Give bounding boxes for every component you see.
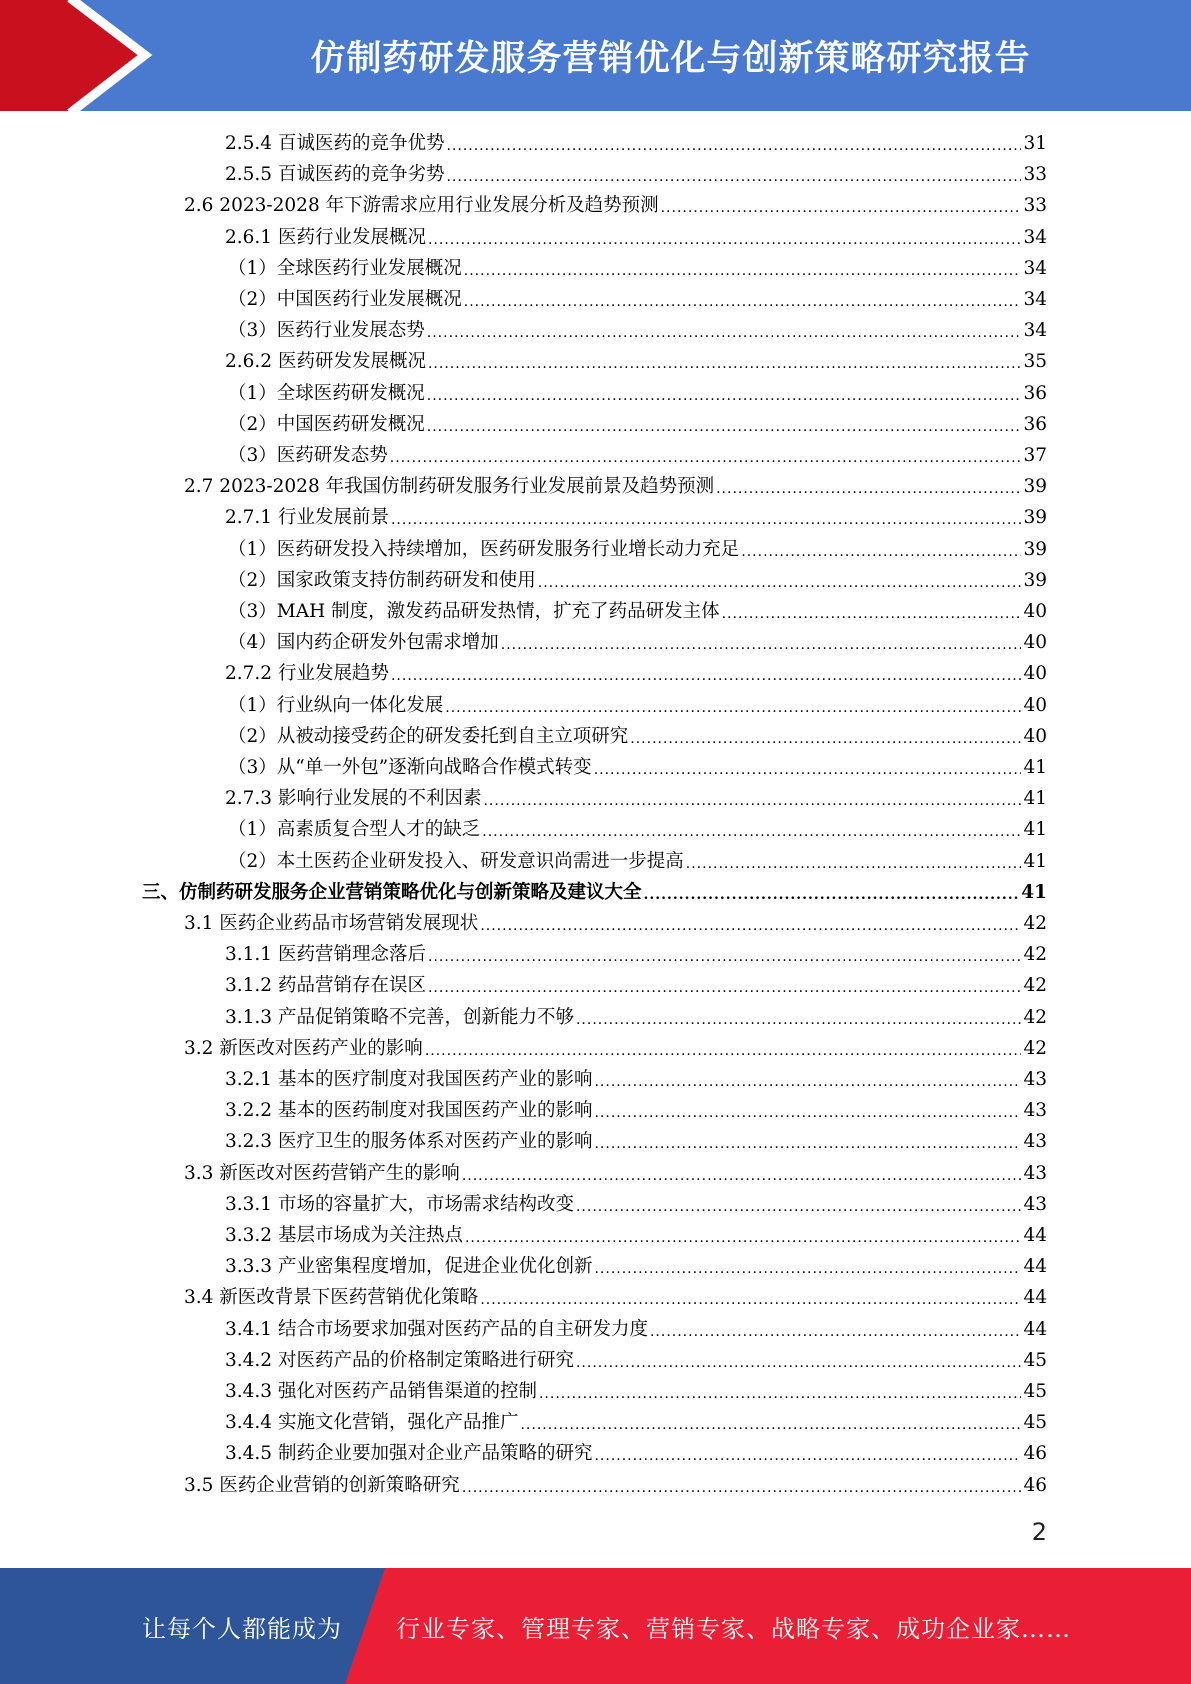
toc-entry-page: 41: [1023, 819, 1047, 841]
toc-entry-page: 34: [1023, 289, 1047, 310]
toc-entry[interactable]: [225, 1345, 1047, 1376]
toc-entry[interactable]: [225, 346, 1047, 377]
toc-dot-leader: [576, 1348, 1021, 1379]
page-header: [0, 0, 1191, 111]
toc-entry[interactable]: [142, 877, 1047, 908]
toc-dot-leader: [722, 599, 1022, 630]
toc-dot-leader: [391, 505, 1021, 536]
toc-entry-page: 42: [1023, 944, 1047, 966]
toc-entry-title: （2）中国医药研发概况: [228, 413, 425, 435]
toc-entry-title: （1）全球医药行业发展概况: [228, 257, 462, 279]
toc-entry-title: （3）医药行业发展态势: [228, 320, 425, 342]
toc-entry[interactable]: [184, 1158, 1047, 1189]
toc-entry[interactable]: [225, 1095, 1047, 1126]
toc-entry-title: （2）国家政策支持仿制药研发和使用: [228, 569, 536, 591]
toc-entry-title: 3.4.3 强化对医药产品销售渠道的控制: [225, 1381, 537, 1402]
toc-dot-leader: [630, 724, 1021, 755]
toc-entry-title: 3.3 新医改对医药营销产生的影响: [184, 1162, 460, 1184]
toc-entry[interactable]: [225, 970, 1047, 1001]
toc-dot-leader: [480, 911, 1021, 942]
toc-entry-page: 45: [1023, 1381, 1047, 1402]
toc-entry-title: 3.3.2 基层市场成为关注热点: [225, 1225, 463, 1246]
toc-entry-page: 36: [1023, 413, 1047, 435]
toc-entry-page: 42: [1023, 1037, 1047, 1059]
toc-entry-page: 43: [1023, 1131, 1047, 1153]
toc-entry-page: 35: [1023, 351, 1047, 373]
toc-entry-title: 3.3.3 产业密集程度增加，促进企业优化创新: [225, 1256, 593, 1278]
toc-entry-page: 34: [1023, 226, 1047, 248]
document-title: 仿制药研发服务营销优化与创新策略研究报告: [310, 38, 1031, 79]
toc-entry[interactable]: [228, 440, 1047, 471]
toc-entry-page: 45: [1023, 1349, 1047, 1371]
toc-entry[interactable]: [228, 814, 1047, 845]
toc-dot-leader: [425, 1036, 1022, 1067]
toc-entry[interactable]: [228, 627, 1047, 658]
toc-dot-leader: [391, 661, 1021, 692]
toc-entry[interactable]: [225, 128, 1047, 159]
toc-entry[interactable]: [225, 1251, 1047, 1282]
toc-entry-title: 3.2.3 医疗卫生的服务体系对医药产业的影响: [225, 1131, 593, 1153]
toc-entry-title: 3.5 医药企业营销的创新策略研究: [184, 1474, 460, 1496]
toc-entry-title: 3.2.1 基本的医疗制度对我国医药产业的影响: [225, 1069, 593, 1090]
toc-dot-leader: [428, 942, 1021, 973]
toc-entry-page: 40: [1023, 694, 1047, 716]
toc-entry-title: 2.7 2023-2028 年我国仿制药研发服务行业发展前景及趋势预测: [184, 476, 715, 498]
toc-dot-leader: [427, 381, 1022, 412]
toc-dot-leader: [661, 193, 1022, 224]
toc-entry-title: 3.4.4 实施文化营销，强化产品推广: [225, 1412, 519, 1434]
toc-entry[interactable]: [225, 1314, 1047, 1345]
toc-entry[interactable]: [225, 1376, 1047, 1407]
toc-entry-page: 39: [1023, 476, 1047, 498]
toc-entry-page: 42: [1023, 1006, 1047, 1028]
toc-entry-title: 2.5.4 百诚医药的竞争优势: [225, 133, 445, 154]
toc-entry-page: 41: [1023, 757, 1047, 778]
toc-entry-page: 40: [1023, 601, 1047, 622]
toc-entry[interactable]: [228, 596, 1047, 627]
toc-entry-title: （2）中国医药行业发展概况: [228, 289, 462, 310]
toc-entry-page: 34: [1023, 257, 1047, 279]
toc-dot-leader: [520, 1410, 1021, 1441]
toc-entry-page: 33: [1023, 195, 1047, 217]
toc-entry-title: 2.6.2 医药研发发展概况: [225, 351, 426, 373]
toc-entry-title: （2）本土医药企业研发投入、研发意识尚需进一步提高: [228, 850, 684, 872]
toc-entry[interactable]: [225, 1064, 1047, 1095]
toc-entry[interactable]: [228, 409, 1047, 440]
toc-dot-leader: [741, 537, 1021, 568]
toc-dot-leader: [538, 568, 1022, 599]
toc-dot-leader: [576, 1005, 1021, 1036]
toc-entry-page: 46: [1023, 1474, 1047, 1496]
toc-entry-page: 39: [1023, 569, 1047, 591]
toc-entry-title: 2.7.2 行业发展趋势: [225, 663, 389, 685]
toc-entry-title: 2.7.3 影响行业发展的不利因素: [225, 788, 482, 810]
toc-entry-page: 44: [1023, 1287, 1047, 1309]
toc-entry-title: 2.7.1 行业发展前景: [225, 507, 389, 529]
toc-dot-leader: [446, 131, 1021, 162]
toc-dot-leader: [501, 630, 1022, 661]
toc-entry-page: 40: [1023, 725, 1047, 747]
toc-entry-title: 3.1.1 医药营销理念落后: [225, 944, 426, 966]
toc-entry-page: 46: [1023, 1443, 1047, 1465]
toc-entry[interactable]: [225, 1407, 1047, 1438]
toc-entry[interactable]: [228, 284, 1047, 315]
toc-entry-page: 34: [1023, 320, 1047, 342]
toc-entry-title: （3）从“单一外包”逐渐向战略合作模式转变: [228, 757, 592, 778]
toc-entry[interactable]: [225, 159, 1047, 190]
toc-entry-title: 3.1.3 产品促销策略不完善，创新能力不够: [225, 1006, 574, 1028]
toc-entry-title: 2.6.1 医药行业发展概况: [225, 226, 426, 248]
toc-entry-page: 39: [1023, 538, 1047, 560]
toc-entry[interactable]: [225, 1220, 1047, 1251]
toc-entry-page: 40: [1023, 663, 1047, 685]
toc-entry[interactable]: [184, 190, 1047, 221]
toc-dot-leader: [428, 225, 1021, 256]
toc-entry-page: 44: [1023, 1318, 1047, 1340]
toc-entry-title: （4）国内药企研发外包需求增加: [228, 632, 499, 654]
toc-entry[interactable]: [184, 1282, 1047, 1313]
toc-entry-title: 3.1.2 药品营销存在误区: [225, 975, 426, 997]
toc-entry-page: 41: [1023, 850, 1047, 872]
toc-entry-title: 3.4.2 对医药产品的价格制定策略进行研究: [225, 1349, 574, 1371]
toc-entry[interactable]: [184, 1470, 1047, 1501]
toc-entry[interactable]: [225, 783, 1047, 814]
toc-entry-page: 33: [1023, 164, 1047, 186]
page-number: 2: [1031, 1518, 1047, 1546]
toc-entry-title: （1）全球医药研发概况: [228, 382, 425, 404]
toc-entry-title: 3.1 医药企业药品市场营销发展现状: [184, 913, 479, 934]
toc-entry[interactable]: [184, 1033, 1047, 1064]
toc-entry-page: 43: [1023, 1162, 1047, 1184]
toc-dot-leader: [594, 755, 1022, 786]
toc-entry[interactable]: [228, 253, 1047, 284]
toc-dot-leader: [464, 256, 1022, 287]
toc-entry-title: 3.2.2 基本的医药制度对我国医药产业的影响: [225, 1100, 593, 1122]
toc-dot-leader: [686, 849, 1022, 880]
toc-entry-page: 44: [1023, 1225, 1047, 1246]
toc-entry-page: 40: [1023, 632, 1047, 654]
toc-dot-leader: [428, 973, 1021, 1004]
toc-dot-leader: [483, 786, 1021, 817]
toc-dot-leader: [465, 1223, 1021, 1254]
toc-entry-title: 3.2 新医改对医药产业的影响: [184, 1037, 423, 1059]
toc-entry-page: 43: [1023, 1069, 1047, 1090]
toc-dot-leader: [428, 349, 1021, 380]
toc-entry-page: 42: [1023, 913, 1047, 934]
toc-entry[interactable]: [184, 908, 1047, 939]
toc-entry[interactable]: [225, 1189, 1047, 1220]
header-arrow-decoration: [0, 0, 160, 111]
toc-entry-page: 37: [1023, 445, 1047, 466]
toc-entry-page: 44: [1023, 1256, 1047, 1278]
page-footer: [0, 1568, 1191, 1684]
toc-entry[interactable]: [225, 939, 1047, 970]
toc-entry-title: （1）高素质复合型人才的缺乏: [228, 819, 481, 841]
toc-entry[interactable]: [184, 471, 1047, 502]
toc-entry-page: 43: [1023, 1100, 1047, 1122]
toc-dot-leader: [390, 443, 1022, 474]
toc-dot-leader: [594, 1129, 1021, 1160]
toc-entry-page: 39: [1023, 507, 1047, 529]
toc-dot-leader: [594, 1441, 1021, 1472]
toc-entry[interactable]: [225, 222, 1047, 253]
toc-dot-leader: [716, 474, 1021, 505]
toc-entry[interactable]: [228, 846, 1047, 877]
toc-dot-leader: [650, 1317, 1021, 1348]
toc-entry-title: （3）医药研发态势: [228, 445, 388, 466]
toc-dot-leader: [446, 162, 1021, 193]
toc-entry-page: 36: [1023, 382, 1047, 404]
toc-entry-title: 三、仿制药研发服务企业营销策略优化与创新策略及建议大全: [142, 881, 642, 903]
toc-entry[interactable]: [228, 690, 1047, 721]
toc-dot-leader: [445, 693, 1021, 724]
toc-dot-leader: [482, 817, 1021, 848]
footer-slogan-right: 行业专家、管理专家、营销专家、战略专家、成功企业家……: [396, 1614, 1071, 1643]
toc-entry-page: 41: [1023, 788, 1047, 810]
footer-slogan-left: 让每个人都能成为: [142, 1614, 342, 1643]
toc-entry-page: 45: [1023, 1412, 1047, 1434]
toc-entry[interactable]: [225, 1126, 1047, 1157]
toc-dot-leader: [462, 1473, 1022, 1504]
toc-dot-leader: [427, 412, 1022, 443]
toc-entry-page: 41: [1021, 881, 1047, 903]
toc-entry-page: 43: [1023, 1193, 1047, 1215]
toc-entry[interactable]: [225, 658, 1047, 689]
toc-entry[interactable]: [228, 534, 1047, 565]
toc-entry[interactable]: [225, 1002, 1047, 1033]
toc-entry[interactable]: [228, 721, 1047, 752]
toc-dot-leader: [594, 1067, 1021, 1098]
toc-entry[interactable]: [228, 565, 1047, 596]
toc-dot-leader: [576, 1192, 1021, 1223]
toc-entry-title: （3）MAH 制度，激发药品研发热情，扩充了药品研发主体: [228, 601, 720, 622]
toc-entry-title: 3.4 新医改背景下医药营销优化策略: [184, 1287, 479, 1309]
toc-entry[interactable]: [225, 502, 1047, 533]
toc-entry[interactable]: [225, 1438, 1047, 1469]
toc-entry-title: （2）从被动接受药企的研发委托到自主立项研究: [228, 725, 629, 747]
toc-dot-leader: [644, 880, 1020, 911]
toc-entry-page: 42: [1023, 975, 1047, 997]
toc-dot-leader: [464, 287, 1022, 318]
toc-entry-page: 31: [1023, 133, 1047, 154]
toc-entry[interactable]: [228, 378, 1047, 409]
toc-entry-title: （1）医药研发投入持续增加，医药研发服务行业增长动力充足: [228, 538, 740, 560]
toc-entry[interactable]: [228, 752, 1047, 783]
toc-entry-title: 3.4.1 结合市场要求加强对医药产品的自主研发力度: [225, 1318, 648, 1340]
toc-entry-title: 2.5.5 百诚医药的竞争劣势: [225, 164, 445, 186]
toc-dot-leader: [462, 1161, 1022, 1192]
toc-entry-title: （1）行业纵向一体化发展: [228, 694, 444, 716]
toc-entry[interactable]: [228, 315, 1047, 346]
toc-entry-title: 2.6 2023-2028 年下游需求应用行业发展分析及趋势预测: [184, 195, 659, 217]
toc-dot-leader: [427, 318, 1022, 349]
toc-dot-leader: [594, 1098, 1021, 1129]
toc-dot-leader: [539, 1379, 1021, 1410]
toc-dot-leader: [480, 1285, 1021, 1316]
toc-dot-leader: [594, 1254, 1021, 1285]
toc-entry-title: 3.4.5 制药企业要加强对企业产品策略的研究: [225, 1443, 593, 1465]
toc-entry-title: 3.3.1 市场的容量扩大，市场需求结构改变: [225, 1193, 574, 1215]
